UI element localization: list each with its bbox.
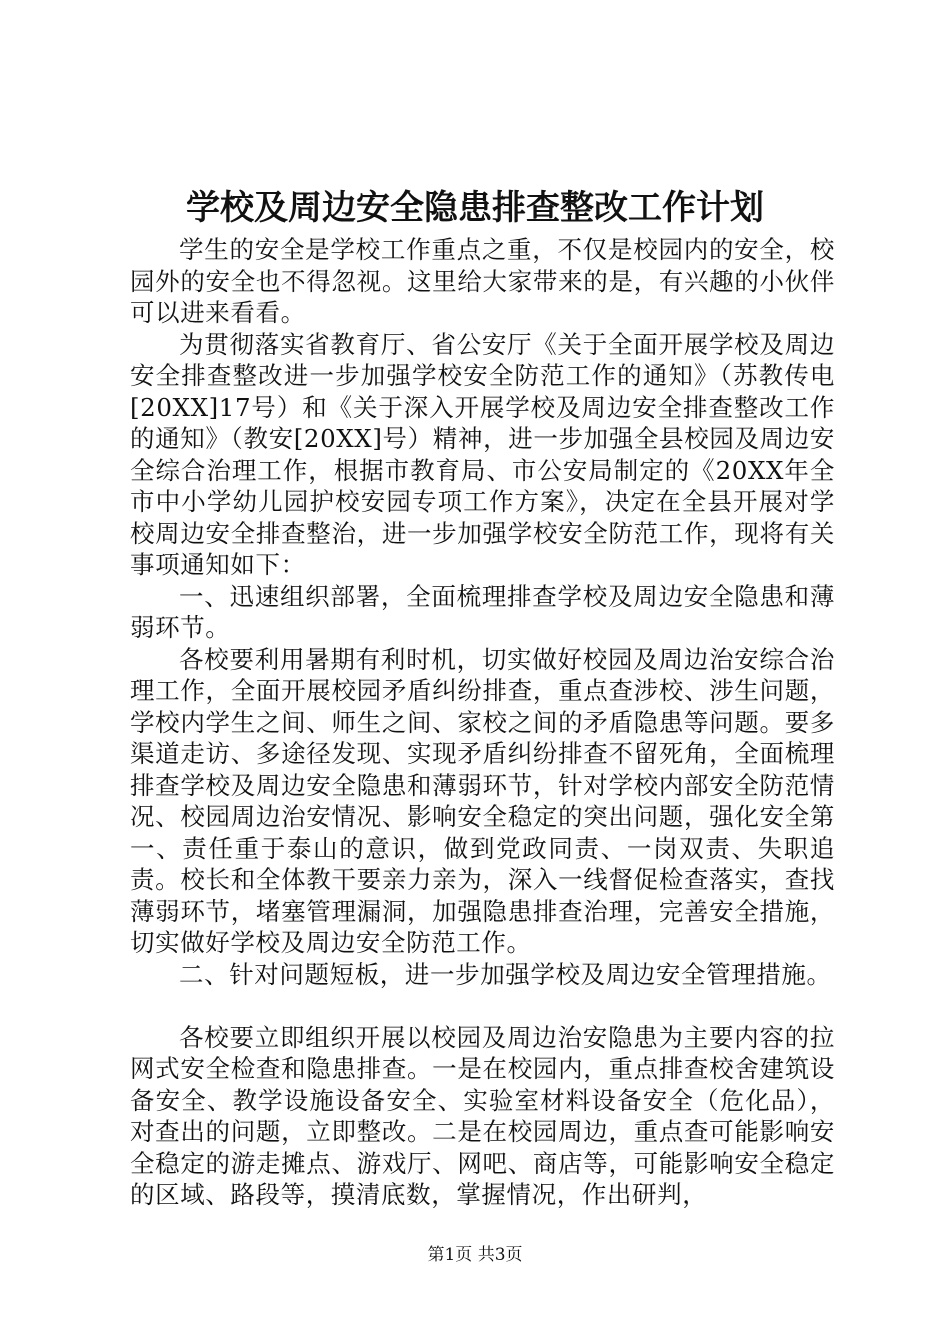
paragraph-section-1: 各校要利用暑期有利时机，切实做好校园及周边治安综合治理工作，全面开展校园矛盾纠纷排查，重点查涉校、涉生问题，学校内学生之间、师生之间、家校之间的矛盾隐患等问题。要多渠道走访、多途径发现、实现矛盾纠纷排查不留死角，全面梳理排查学校及周边安全隐患和薄弱环节，针对学校内部安全防范情况、校园周边治安情况、影响安全稳定的突出问题，强化安全第一、责任重于泰山的意识，做到党政同责、一岗双责、失职追责。校长和全体教干要亲力亲为，深入一线督促检查落实，查找薄弱环节，堵塞管理漏洞，加强隐患排查治理，完善安全措施，切实做好学校及周边安全防范工作。 <box>130 644 835 957</box>
section-heading-1: 一、迅速组织部署，全面梳理排查学校及周边安全隐患和薄弱环节。 <box>130 581 835 642</box>
paragraph-notice: 为贯彻落实省教育厅、省公安厅《关于全面开展学校及周边安全排查整改进一步加强学校安全防范工作的通知》（苏教传电[20XX]17号）和《关于深入开展学校及周边安全排查整改工作的通知》（教安[20XX]号）精神，进一步加强全县校园及周边安全综合治理工作，根据市教育局、市公安局制定的《20XX年全市中小学幼儿园护校安园专项工作方案》，决定在全县开展对学校周边安全排查整治，进一步加强学校安全防范工作，现将有关事项通知如下： <box>130 329 835 579</box>
paragraph-intro: 学生的安全是学校工作重点之重，不仅是校园内的安全，校园外的安全也不得忽视。这里给大家带来的是，有兴趣的小伙伴可以进来看看。 <box>130 235 835 327</box>
page-number-footer: 第1页 共3页 <box>427 1245 523 1265</box>
paragraph-spacer <box>130 990 835 1022</box>
section-heading-2: 二、针对问题短板，进一步加强学校及周边安全管理措施。 <box>179 959 832 989</box>
document-title: 学校及周边安全隐患排查整改工作计划 <box>186 188 764 228</box>
paragraph-section-2: 各校要立即组织开展以校园及周边治安隐患为主要内容的拉网式安全检查和隐患排查。一是在校园内，重点排查校舍建筑设备安全、教学设施设备安全、实验室材料设备安全（危化品），对查出的问题，立即整改。二是在校园周边，重点查可能影响安全稳定的游走摊点、游戏厅、网吧、商店等，可能影响安全稳定的区域、路段等，摸清底数，掌握情况，作出研判， <box>130 1022 835 1209</box>
document-body <box>130 234 835 1211</box>
